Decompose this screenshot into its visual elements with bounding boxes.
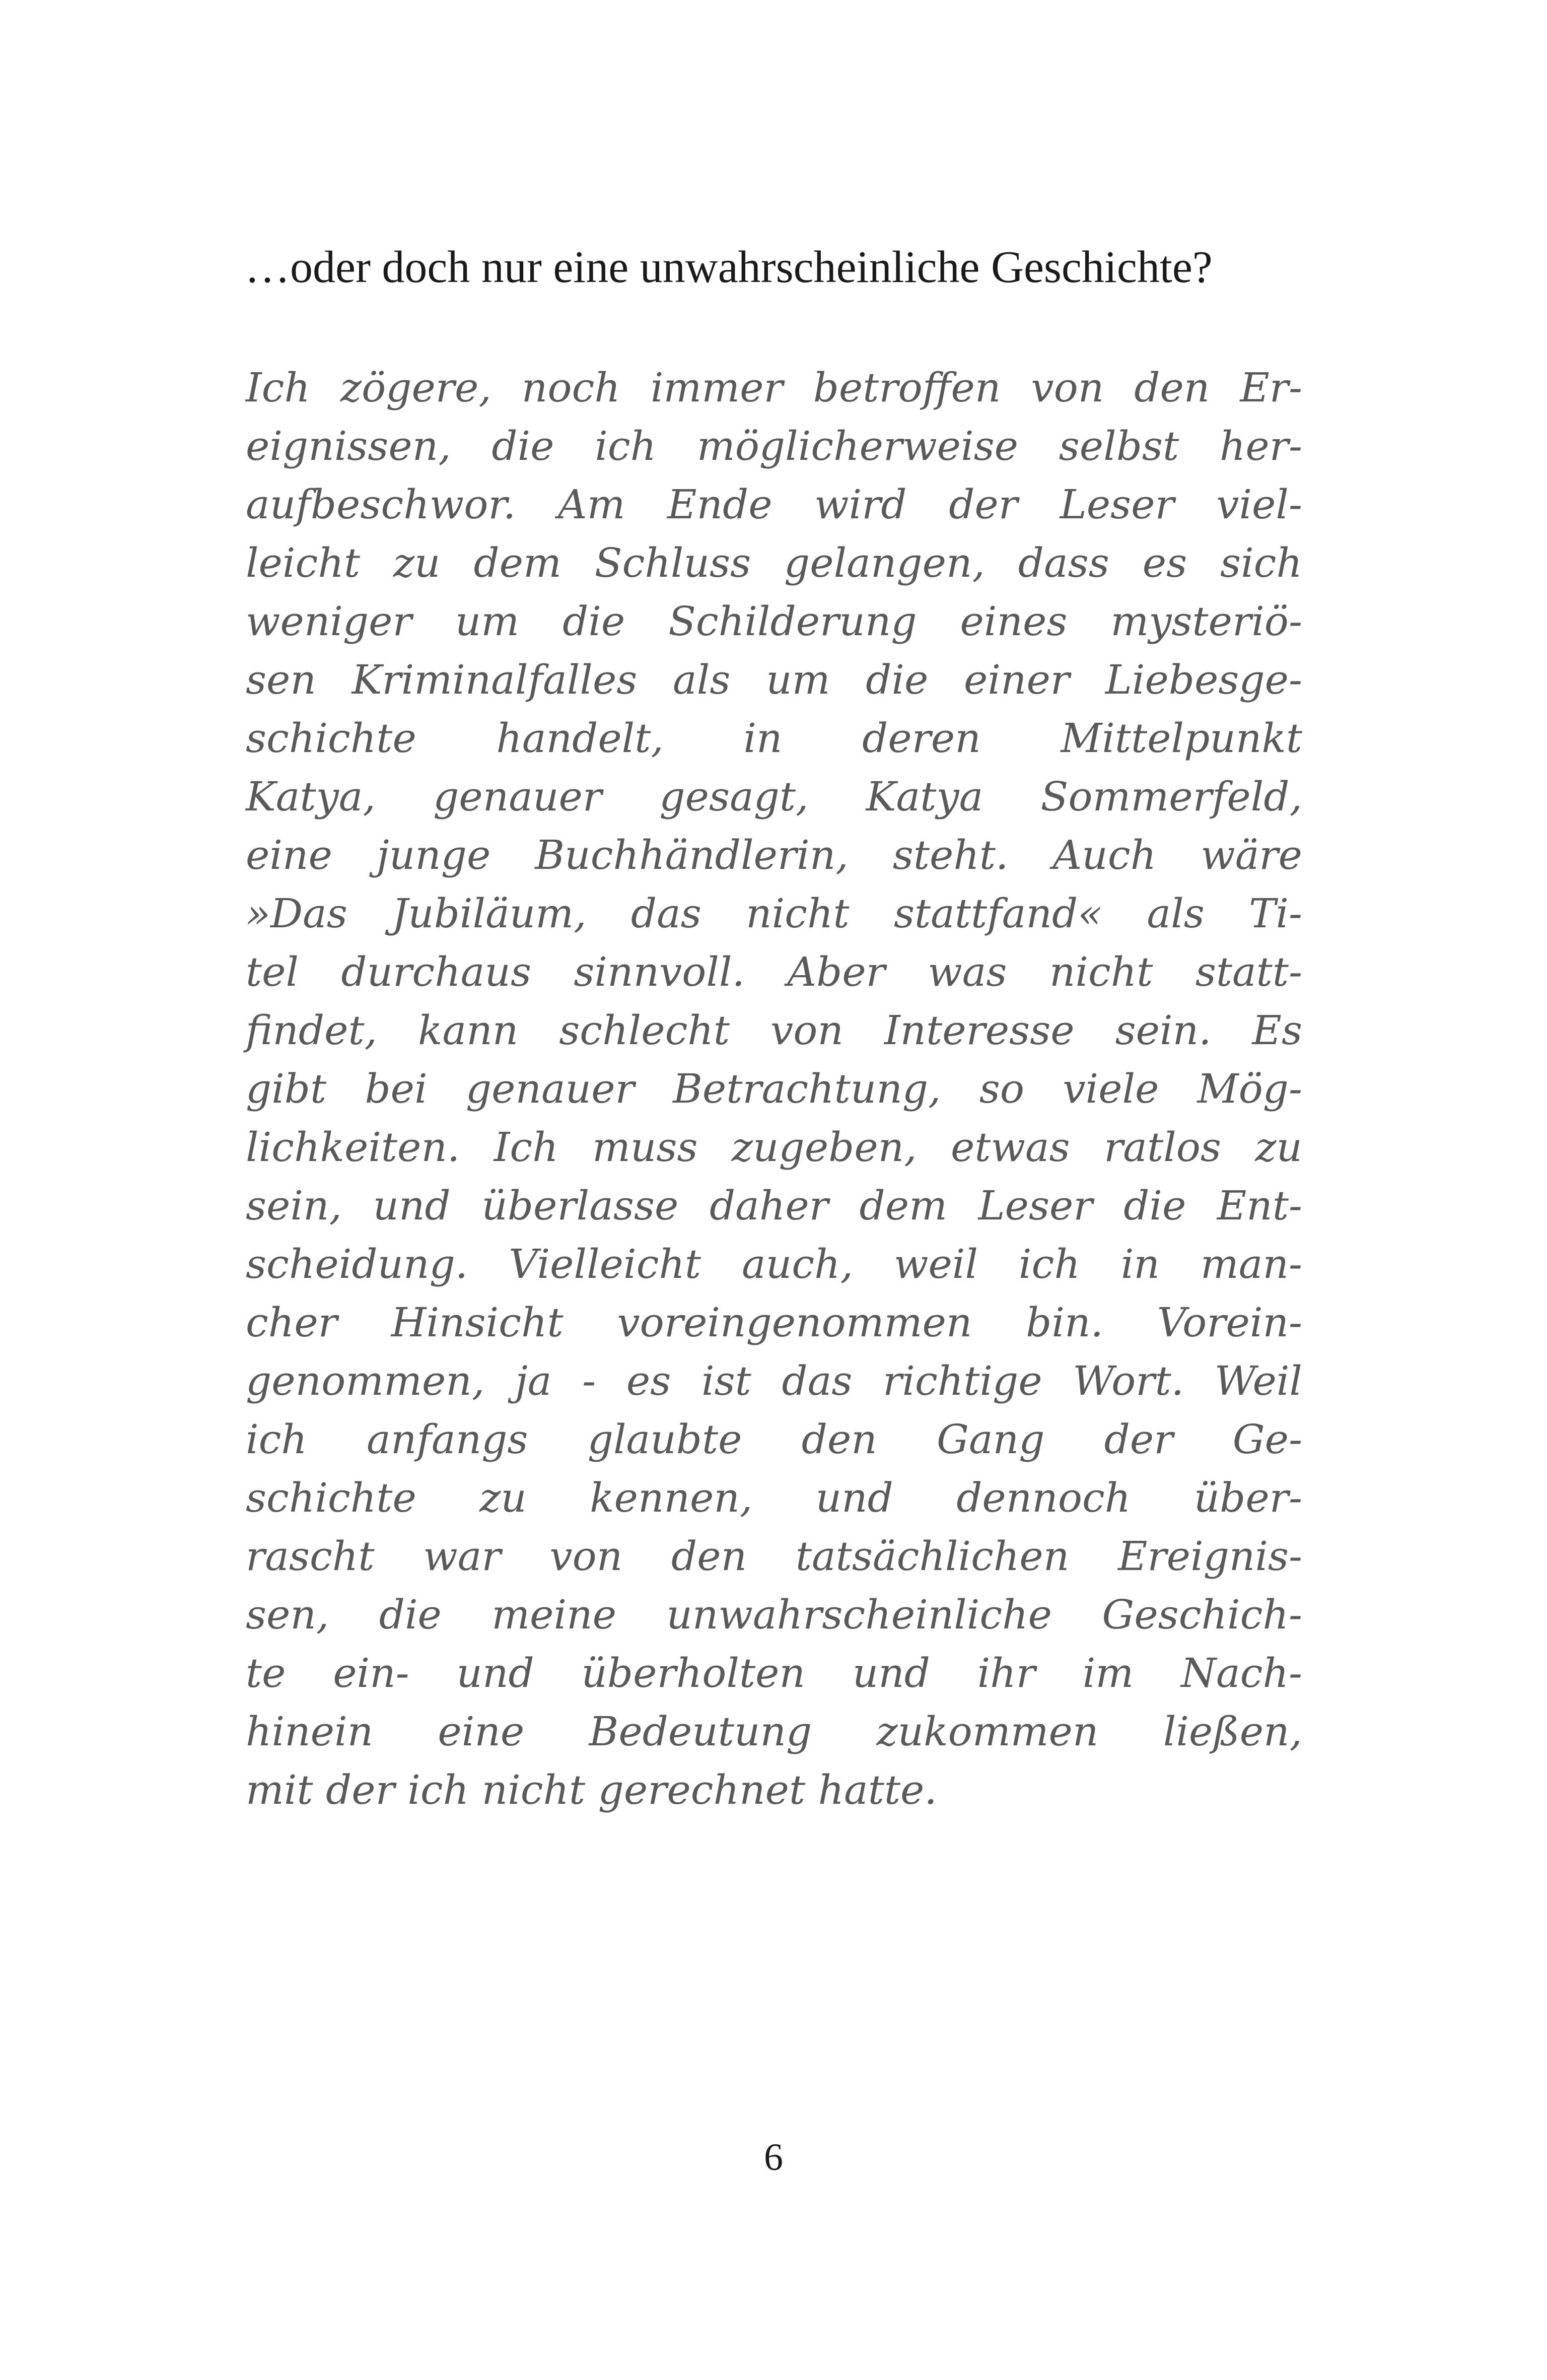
body-line: ich anfangs glaubte den Gang der Ge-	[246, 1416, 1302, 1463]
body-line: Katya, genauer gesagt, Katya Sommerfeld,	[246, 773, 1302, 820]
body-line: sen Kriminalfalles als um die einer Liebesge-	[246, 656, 1302, 703]
body-line: rascht war von den tatsächlichen Ereignis-	[246, 1533, 1302, 1580]
body-line: weniger um die Schilderung eines mysteriö-	[246, 598, 1302, 645]
body-line: te ein- und überholten und ihr im Nach-	[246, 1650, 1302, 1696]
page-number: 6	[764, 2136, 783, 2179]
body-line: schichte handelt, in deren Mittelpunkt	[246, 715, 1302, 762]
body-line: aufbeschwor. Am Ende wird der Leser viel-	[246, 481, 1302, 528]
body-line: hinein eine Bedeutung zukommen ließen,	[246, 1708, 1302, 1755]
body-line: schichte zu kennen, und dennoch über-	[246, 1474, 1302, 1521]
body-line: eine junge Buchhändlerin, steht. Auch wäre	[246, 832, 1302, 878]
body-text	[246, 359, 1302, 1819]
body-line: leicht zu dem Schluss gelangen, dass es sich	[246, 539, 1302, 586]
body-line: Ich zögere, noch immer betroffen von den Er-	[246, 364, 1302, 411]
body-line: scheidung. Vielleicht auch, weil ich in man-	[246, 1241, 1302, 1287]
body-line: findet, kann schlecht von Interesse sein. Es	[246, 1007, 1302, 1054]
body-line: mit der ich nicht gerechnet hatte.	[246, 1766, 937, 1813]
body-line: tel durchaus sinnvoll. Aber was nicht statt-	[246, 948, 1302, 995]
body-line: »Das Jubiläum, das nicht stattfand« als Ti-	[246, 890, 1302, 937]
body-line: lichkeiten. Ich muss zugeben, etwas ratlos zu	[246, 1124, 1302, 1171]
body-line: sen, die meine unwahrscheinliche Geschich-	[246, 1591, 1302, 1638]
body-line: cher Hinsicht voreingenommen bin. Vorein-	[246, 1299, 1302, 1346]
body-line: eignissen, die ich möglicherweise selbst her-	[246, 423, 1302, 469]
body-line: genommen, ja - es ist das richtige Wort. Weil	[246, 1357, 1302, 1404]
body-line: gibt bei genauer Betrachtung, so viele Mög-	[246, 1065, 1302, 1112]
body-line: sein, und überlasse daher dem Leser die Ent-	[246, 1182, 1302, 1229]
chapter-heading: …oder doch nur eine unwahrscheinliche Geschichte?	[245, 242, 1213, 292]
